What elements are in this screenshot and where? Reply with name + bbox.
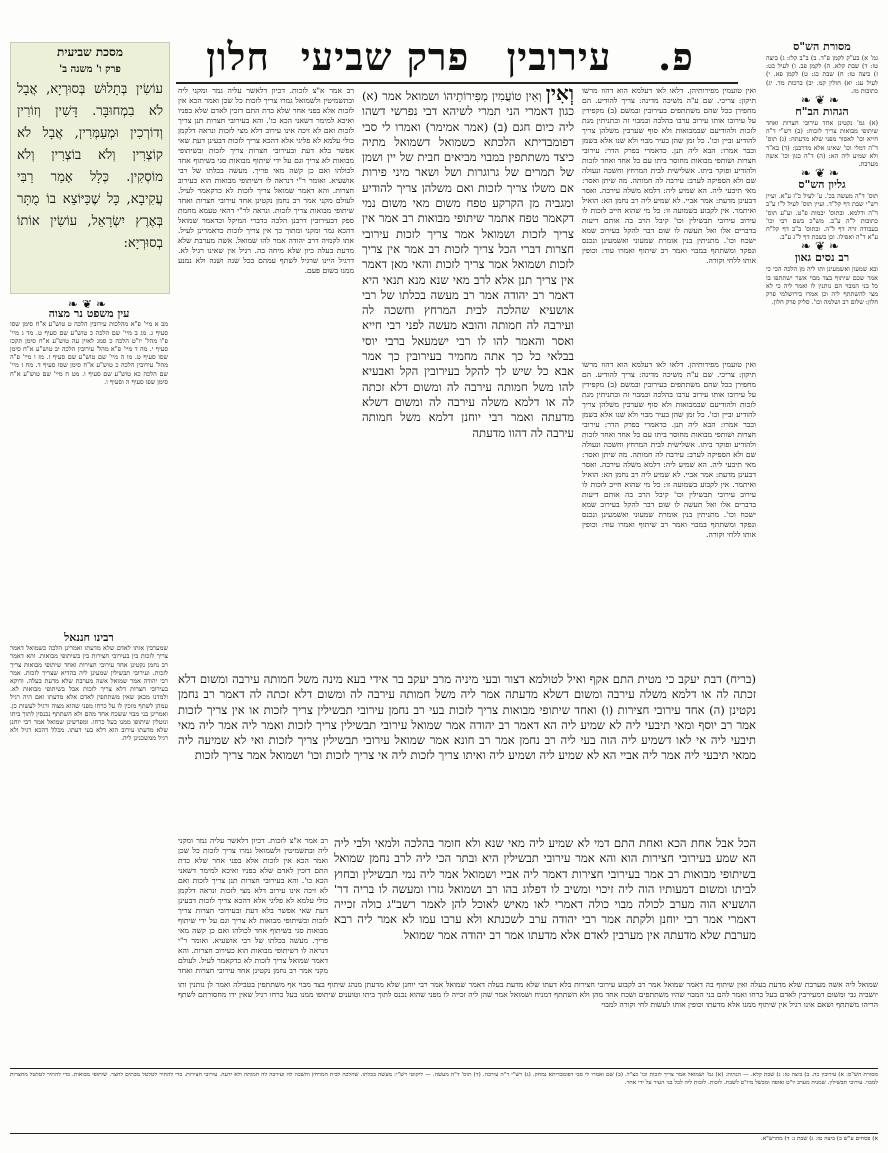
gilyon-text: תוס' ד"ה מעשה בכ'. ע' לעיל כ"ו ע"א. ועיין רש"י שבת דף קל"ד. ועיין תוס' לעיל ל"ו ע"ב ד"ה ודלמא. ובתוס' יבמות פ"ט. וע"ע תוס' כתובות ל"ה ע"ב. מש"כ בשם רבי וכו' בעבודה זרה דף ל"ה. ובתוס' ב"ב דף קל"ח ע"א ד"ה ואפילו. וכן בשבת דף ל"ג ע"ב.: [766, 192, 878, 242]
header-tractate-right: חלון: [206, 34, 270, 79]
rashi-text-continued: ואין טועמין מפירותיהן. דלאו לאו דעלמא הוא דהוו מרשו תיקון: צריכי. שם ע"ה משיכה מדינה: צריך להודיע. הם מחפירן ככל שהם משתתפים בעירובין ובמשם (ב) מקפידין על עירובו אותו עירוב ערבו בהלכה ובמבוי זה ובתניתין מנת לזכות ולהודיעם שבמבואות ולא סוף שערבין משלהן צריך להודיע וביין וכו'. כל זמן שהן בעיר מבוי ולא שנו אלא בשמן וכבר אמרו: הבא ליה תנן. כדאמרי בפרק הדר: עירובי חצרות ושותפי מבואות מחוסר ביתו עם כל אחד ואחד לזכות ולהודיע ופוקר ביתו. אשלישית לבית המרחץ וחשכה ונעולה שם ולא הספיקה לערב: עירבה לה חמותה. מה שיתן ואסר: מאי תיבעי ליה. הא שמיע ליה: דלמא משלה עירבה. ואסר דבעינן מדעת: אמר אביי. לא שמיע ליה רב נחמן הא: הואיל ואיתמר. אין לקבוע בשמועה זו: כל מי שהוא חייב לזכות לו עירוב עירובי תבשילין וכו' קיבל הרב בה אותם דיעות בדברים אלו ואל תעשה לו שום דבר להקל בעירוב שמא ישכח וכו'. מתניתין בנין אומרת שמעוני ואשמעינן ונכנס ונפקד ומשתתף במבוי ואמר רב שיתוף ואמרו עוד: וכופין אותו ללחי וקורה.: [582, 360, 756, 539]
gemara-lead-word: וְאִין: [545, 86, 574, 105]
tosafot-text: רב אמר א"צ לזכות. דכיון דלאשר עליה גמר ומקני ליה ובתשמיטין ולשמואל גמרו צריך לזכות כל שכן ואמר הכא אין לזכות אלא בפני אחר שלא כדת התם דזכין לאדם שלא בפניו ואיכא למימר דשאני הכא כו'. והא בעירובי חצרות תנן צריך לזכות ואם לא זיכה אינו עירוב דלא מצי לזכות ונראה דלקמן כולי עלמא לא פליגי אלא דהכא צריך לזכות דבעינן דעת שאי אפשר בלא דעת ובעירובי חצרות צריך לזכות ובשיתופי מבואות לא צריך וגם על ידי שיתוף מבואות סגי בשיתוף אחד לכולהו ואם כן קשה מאי פריך. מעשה בכלתו של רבי אושעיא. ואומר ר"י דנראה לו דשיתופי מבואות הוא כעירוב חצרות. והא דאמר שמואל צריך לזכות לא כדקאמר לעיל. לעולם מקני אמר רב נחמן נקטינן אחד עירובי חצרות ואחד שיתופי מבואות צריך לזכות. ונראה לר"י דהאי טעמא מחמת ספק דבעירובין דרבנן הלכה כדברי המיקל וכדאמר שמואל דהכא גמר ומקני ומתוך כך אין צריך לזכות כדאמרינן לעיל. אתו לקמיה דרב יהודה אמר להו שמואל. אשה מערבת שלא מדעת בעלה כיון שלא מיחה בה. רגיל אין שאינו רגיל לא. דרגיל היינו שרגיל לשתף עמהם בכל שנה ושנה ולא נמנע ממנו בשום פעם.: [178, 86, 354, 275]
gemara-text-3: הכל אבל אחת הכא ואחת התם דמי לא שמיע ליה מאי שנא ולא חומר בהלכה ולמאי ולבי ליה הא שמע בעירובי חצירות הוא והא אמר עירובי תבשילין היא ובתר הכי ליה לרב נחמן שמואל בשיתופי מבואות רב אמר בעירובי חצירות דאמר ליה אביי ושמואל אמר ליה נמי תבשילין ובחוץ לביתו ומשום דמעותיו הוה ליה זיכוי ומשיב לו דפלוג בהו רב ושמואל גזרו ומעשה לו בריה דר' הושעיא הוה מערב לכולה מבוי כולה דאמרי לאו מאיש לאוכל להן לאמר רשב"ג כולה זכייה דאמרי אמר רבי יוחנן ולקתה אמר רבי יהודה ערב לשכנתא ולא ערבו עמו לא אמר ליה רבא מערבת שלא מדעתה אין מערבין לאדם אלא מדעתו אמר רב יהודה אמר שמואל: [334, 836, 756, 942]
hagahot-title: הגהות הב"ח: [795, 105, 849, 119]
gemara-wide-block: [178, 672, 756, 832]
ein-mishpat-title: עין משפט נר מצוה: [48, 307, 130, 321]
ein-mishpat-text: מב א מיי' פ"א מהלכות עירובין הלכה ט טוש"ע א"ח סימן שסו סעיף ג. מג ב מיי' שם הלכה כ טוש"ע שם סעיף ט. מד ג מיי' פ"ו מהל' יו"ט הלכה כ סמג לאוין עה טוש"ע א"ח סימן תקכז סעיף י. מה ד מיי' פ"א מהל' עירובין הלכה יב טוש"ע א"ח סימן שסו סעיף ט. מו ה מיי' שם טוש"ע שם סעיף ז. מז ו מיי' פ"ה מהל' עירובין הלכה כ טוש"ע א"ח סימן שסו סעיף ד. מח ז מיי' שם הלכה כא טוש"ע שם סעיף ו. מט ח מיי' שם טוש"ע א"ח סימן שפו סעיף ה וסעיף ו.: [10, 320, 168, 386]
rav-nissim-title: רב נסים גאון: [794, 251, 850, 265]
rabbeinu-chananel-title: רבינו חננאל: [64, 632, 114, 644]
footnote-block: [10, 1072, 878, 1130]
right-margin-column: [766, 40, 878, 775]
tosafot-column: [178, 86, 354, 666]
gilyon-title: גליון הש"ס: [798, 178, 846, 192]
header-page-number: פ.: [658, 34, 694, 79]
rav-nissim-text: ובא שמעון ואשמעינן ותו ליה מן הלכה הכי כי אמר שכם שיתוף בצד מבוי אשר ישתתפו בו כל בני המבוי הם נותנין לו ואמר ליה כי לא מצי להשתתף ליה וכן אמרו בירושלמי פרק חלון: שלום רב ושלמה וכו'. סליק פרק חלון.: [766, 265, 878, 307]
header-rule: [176, 82, 738, 84]
ein-mishpat-column: [10, 300, 168, 630]
rashi-text: ואין טועמין מפירותיהן. דלאו לאו דעלמא הוא דהוו מרשו תיקון: צריכי. שם ע"ה משיכה מדינה: צריך להודיע. הם מחפירן ככל שהם משתתפים בעירובין ובמשם (ב) מקפידין על עירובו אותו עירוב ערבו בהלכה ובמבוי זה ובתניתין מנת לזכות ולהודיעם שבמבואות ולא סוף שערבין משלהן צריך להודיע וביין וכו'. כל זמן שהן בעיר מבוי ולא שנו אלא בשמן וכבר אמרו: הבא ליה תנן. כדאמרי בפרק הדר: עירובי חצרות ושותפי מבואות מחוסר ביתו עם כל אחד ואחד לזכות ולהודיע ופוקר ביתו. אשלישית לבית המרחץ וחשכה ונעולה שם ולא הספיקה לערב: עירבה לה חמותה. מה שיתן ואסר: מאי תיבעי ליה. הא שמיע ליה: דלמא משלה עירבה. ואסר דבעינן מדעת: אמר אביי. לא שמיע ליה רב נחמן הא: הואיל ואיתמר. אין לקבוע בשמועה זו: כל מי שהוא חייב לזכות לו עירוב עירובי תבשילין וכו' קיבל הרב בה אותם דיעות בדברים אלו ואל תעשה לו שום דבר להקל בעירוב שמא ישכח וכו'. מתניתין בנין אומרת שמעוני ואשמעינן ונכנס ונפקד ומשתתף במבוי ואמר רב שיתוף ואמרו עוד: וכופין אותו ללחי וקורה.: [582, 86, 756, 265]
tosafot-text-lower: רב אמר א"צ לזכות. דכיון דלאשר עליה גמר ומקני ליה ובתשמיטין ולשמואל גמרו צריך לזכות כל שכן ואמר הכא אין לזכות אלא בפני אחר שלא כדת התם דזכין לאדם שלא בפניו ואיכא למימר דשאני הכא כו'. והא בעירובי חצרות תנן צריך לזכות ואם לא זיכה אינו עירוב דלא מצי לזכות ונראה דלקמן כולי עלמא לא פליגי אלא דהכא צריך לזכות דבעינן דעת שאי אפשר בלא דעת ובעירובי חצרות צריך לזכות ובשיתופי מבואות לא צריך וגם על ידי שיתוף מבואות סגי בשיתוף אחד לכולהו ואם כן קשה מאי פריך. מעשה בכלתו של רבי אושעיא. ואומר ר"י דנראה לו דשיתופי מבואות הוא כעירוב חצרות. והא דאמר שמואל צריך לזכות לא כדקאמר לעיל. לעולם מקני אמר רב נחמן נקטינן אחד עירובי חצרות ואחד: [178, 836, 328, 975]
footnote-rule: [10, 1068, 878, 1069]
section-divider: ❧❦❧: [800, 239, 844, 254]
tosafot-lower-column: [178, 836, 328, 976]
rashi-column: [582, 86, 756, 356]
gemara-text-2: (בריח) דבת יעקב כי מטית התם אקף ואיל לטולמא דצור ובעי מיניה מרב יעקב בר אידי בעא מינה משל חמותה עירבה ומשום דלא זכתה לה או דלמא משלה עירבה ומשום דשלא מדעתה אמר ליה משל חמותה עירבה לה ומשום דלא זכתה לה דאמר רב נחמן נקטינן (ה) אחד עירובי חצירות (ו) ואחד שיתופי מבואות צריך לזכות בעי רב נחמן עירובי תבשילין צריך לזכות או אין צריך לזכות אמר רב יוסף ומאי תיבעי ליה לא שמיע ליה הא דאמר רב יהודה אמר שמואל עירובי תבשילין צריך לזכות ואמר ליה אמר ליה מאי תיבעי ליה אי לאו דשמיע ליה הוה בעי ליה רב נחמן אמר רב חונא אמר שמואל עירובי תבשילין צריך לזכות ואי לא שמיעה ליה ממאי תיבעי ליה אמר ליה אביי הא לא שמיע ליה ושמיע ליה ואיתו צריך לזכות ליה אי צריך לזכות וכו' ושמואל אמר צריך לזכות: [178, 672, 756, 763]
header-tractate-left: עירובין: [506, 34, 612, 79]
mishnah-box-text: עוֹשִׂין בְּתָלוּשׁ בְּסוּרְיָא, אֲבָל לֹא בִמְחוּבָּר. דָּשִׁין וְזוֹרִין וְדוֹרְכִין וּמְעַמְּרִין, אֲבָל לֹא קוֹצְרִין וְלֹא בוֹצְרִין וְלֹא מוֹסְקִין. כְּלָל אָמַר רַבִּי עֲקִיבָא, כָּל שֶׁכַּיּוֹצֵא בוֹ מֻתָּר בְּאֶרֶץ יִשְׂרָאֵל, עוֹשִׂין אוֹתוֹ בְסוּרְיָא:: [17, 82, 163, 251]
mishnah-box-subtitle: פרק ו' משנה ב': [59, 64, 121, 75]
hagahot-text: (א) גמ' נקטינן אחד עירובי חצרות ואחד שיתופי מבואות צריך לזכות: (ב) רש"י ד"ה חייא וכו' לאסור מפני שלא מדעתה: (ג) תוס' ד"ה דמלי וכו' שאינו אלא מדרבנן: (ד) בא"ד ולא שמיע ליה הא: (ה) ד"ה כגון וכו' אשה מערבת.: [766, 119, 878, 169]
mishnah-sidebar-box: [10, 42, 170, 294]
gemara-lower-block: [334, 836, 756, 976]
rabbeinu-chananel-text: שמערבין אותו לאדם שלא מדעתו ואמרינן הלכה כשמואל דאמר צריך לזכות בין בעירובי חצירות בין בשיתופי מבואות. והא דאמר רב נחמן נקטינן אחד עירובי חצירות ואחד שיתופי מבואות צריך לזכות. ועירובי תבשילין שמעינן ליה בהדיא שצריך לזכות. אמר רבי יהודה אמר שמואל אשה מערבת שלא מדעת בעלה. ודוקא בעירובי חצרות דלא צריך לזכות אבל בשיתופי מבואות לא. ולמדנו מכאן שאין משתתפין לאדם אלא מדעתו ואם היה רגיל עמהן לשתף מזכין לו על כרחו מפני שהוא מצוה ורגיל לעשות כן. ואמרינן בני מבוי ששכח אחד מהם ולא השתתף נכנסין לתוך ביתו ונוטלין שיתופו ממנו בעל כרחו. ומפרשינן שמואל אמר רבי יוחנן שלא מדעתו עירוב הוא דלא בעי דעתו. מכלל דהכא רגיל ולא רגיל ממשכנינן ליה.: [10, 644, 168, 743]
footnote-rule-2: [10, 1133, 878, 1134]
mishnah-box-title: מסכת שביעית: [57, 45, 123, 59]
section-divider: ❧❦❧: [67, 300, 111, 311]
masoret-text: גמ' א) בע"ק לקמן פ"ד. ב) ב"ב קלז: ג) ביצה טז: ד) שבת קלא. ה) לקמן פב. ו) לעיל כט: ז) ביצה טז: ח) שבת כג: ט) לקמן פא. י) לעיל עג: יא) חולין קמ. יב) ברכות מד. יג) כתובות מז.: [766, 54, 878, 95]
section-divider: ❧❦❧: [800, 166, 844, 181]
gemara-text-4: שמואל ליה אשה מערבת שלא מדעת בעלה ואין שיתוף בה דאמר שמואל אמר רב לקבוע עירובי חצירות בלא דעתו שלא מדעת בעלה דאמר שמואל אמר רבי יוחנן שלא מדעתן מנהג שיתוף בצד מבוי אף משתתפין בטבילה ואמר לן נותנין ותו יושביה גבי ומשום דמעירבין לאדם בעל כרחו ואמר להם בני המבוי שהיו משתתפים ושכח אחד מהן ולא השתתף דמניח ושמואל אמר שהן ליה זכייה לו מפני שהוא נכנס לתוך ביתו וטוענים שיתופו ממנו בעל כרחו רגיל שאין ידו מחסורתם לשתף הריהו משתתף ושאם אינו רגיל אין שיתוף ממנו אלא מדעתו וכופין אותו לעשות לחי וקורה למבוי: [178, 980, 878, 1009]
footnote-line-2: [10, 1136, 878, 1150]
gemara-upper-block: [362, 86, 574, 576]
gemara-text: וְאִין טוֹעֲמִין מְפִירוֹתֵיהוֹ ושמואל אמר (א) כגון דאמרי הני תמרי לשיהא דבי נפרשי דשהו ליה כיום חגם (ב) (אמר אמימר) ואמרו לי סבי דפומבדיתא הלכתא כשמואל דשמואל מתיה כיצד משתתפין במבוי מביאים חבית של יין ושמן של תמרים של גרוגרות ושל ושאר מיני פירות אם משלו צריך לזכות ואם משלהן צריך להודיע ומגביה מן הקרקע טפח משום מאי משום נמי דקאמר טפח אתמר שיתופי מבואות רב אמר אין צריך לזכות ושמואל אמר צריך לזכות עירובי חצרות דברי הכל צריך לזכות רב אמר אין צריך לזכות ושמואל אמר צריך לזכות והאי מאן דאמר אין צריך תנן אלא לרב מאי שנא מנא תנאי היא דאמר רב יהודה אמר רב מעשה בכלתו של רבי אושעיא שהלכה לבית המרחץ וחשכה לה ועירבה לה חמותה והובא מעשה לפני רבי חייא ואסר והאמר להו לו רבי ישמעאל ברבי יוסי בבלאי כל כך אתה מחמיר בעירובין כך אמר אבא כל שיש לך להקל בעירובין הקל ואבעיא להו משל חמותה עירבה לה ומשום דלא זכתה לה או דלמא משלה עירבה לה ומשום דשלא מדעתה ואמר רבי יוחנן דלמא משל חמותה עירבה לה דהוו מדעתה: [362, 89, 574, 440]
bottom-commentary-block: [178, 980, 878, 1060]
masoret-title: מסורת הש"ס: [793, 40, 851, 53]
rabbeinu-chananel-column: [10, 632, 168, 1060]
rashi-continued-column: [582, 360, 756, 660]
footnote-text: מסורת הש"ס: א) עירובין כה. ב) ביצה טז: ג) שבת קלא. — הגהות: (א) גמ' ושמואל אמר צריך לזכות וכו' כצ"ל. (ב) שם ואמרו לי סבי דפומבדיתא נמחק. (ג) רש"י ד"ה עירבה. (ד) תוס' ד"ה מעשה. — ליקוטי רש"י: מעשה בכלתו. שהלכה לבית המרחץ וחשכה לה ועירבה לה חמותה ולא ידעה. עירובי חצירות. כדי להתיר לטלטל מבתים לחצר. שיתופי מבואות. כדי להתיר לטלטל מחצרות למבוי. עירובי תבשילין. שמניח מערב יו"ט ואופה ומבשל מיו"ט לשבת. לזכות. לזכות ליה לכל בני העיר על ידי אחר.: [10, 1072, 878, 1086]
footnote-text-2: א) פסחים ע"ש ב) ביצה טז: ג) שבת נ: ד) מהרש"א.: [760, 1136, 878, 1142]
section-divider: ❧❦❧: [800, 93, 844, 108]
header-perek: פרק שביעי: [300, 34, 470, 79]
